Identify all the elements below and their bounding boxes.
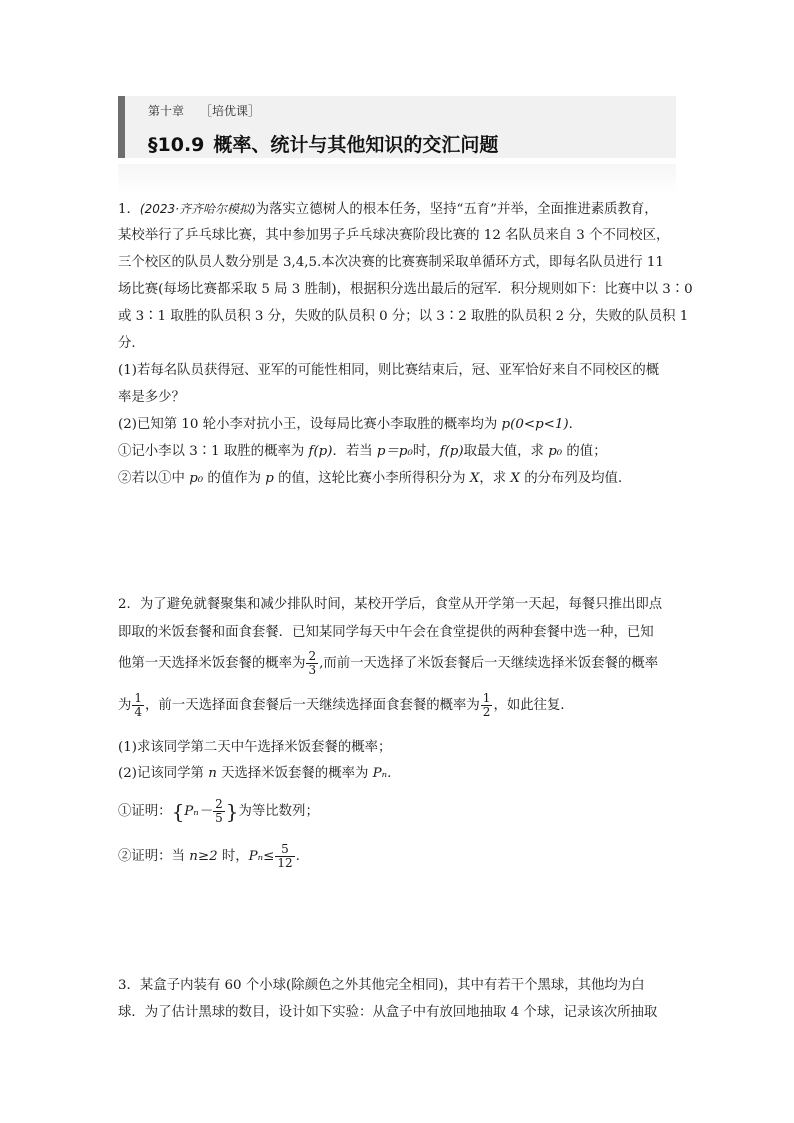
q1-part2 [118,415,680,435]
q1-sub1-text: 取最大值，求 [463,444,549,459]
q2-number: 2． [118,597,140,612]
math: p [265,471,274,486]
fraction-numerator: 1 [134,691,143,705]
q2-part2-text: 天选择米饭套餐的概率为 [216,766,373,781]
q1-line: 或 3∶1 取胜的队员积 3 分，失败的队员积 0 分；以 3∶2 取胜的队员积 2 分，失败的队员积 1 [118,309,689,324]
q1-line: 三个校区的队员人数分别是 3,4,5.本次决赛的比赛赛制采取单循环方式，即每名队员进行 11 [118,255,664,270]
q1-sub2-text: 的分布列及均值． [519,471,632,486]
q1-text: 为落实立德树人的根本任务，坚持“五育”并举，全面推进素质教育， [255,202,658,217]
q1-sub2-text: ②若以①中 [118,471,190,486]
q1-line: 分． [118,336,145,351]
math: f(p) [308,444,333,459]
q1-sub1-text: ①记小李以 3∶1 取胜的概率为 [118,444,309,459]
q1-sub2-text: 的值作为 [203,471,266,486]
chapter-label [148,102,260,119]
brace-left: { [171,799,185,824]
q1-part2-text: (2)已知第 10 轮小李对抗小王，设每局比赛小李取胜的概率均为 [118,417,502,432]
q3-line [118,976,680,996]
q1-part2-end: ． [568,417,583,432]
fraction-denominator: 5 [215,811,223,825]
q2-part2-text: . [387,766,392,781]
math: n≥2 [189,849,218,864]
q3-line: 球．为了估计黑球的数目，设计如下实验：从盒子中有放回地抽取 4 个球，记录该次所抽取 [118,1005,658,1020]
q2-text: ,而前一天选择了米饭套餐后一天继续选择米饭套餐的概率 [319,656,659,671]
section-number: §10.9 [148,134,205,156]
fraction-denominator: 4 [134,705,143,719]
q1-source: (2023·齐齐哈尔模拟) [139,202,256,216]
math: n [208,766,217,781]
q1-sub1-text: 的值； [562,444,607,459]
q3-text: 某盒子内装有 60 个小球(除颜色之外其他完全相同)，其中有若干个黑球，其他均为白 [139,978,645,993]
page-title [148,130,498,157]
q2-text: 为了避免就餐聚集和减少排队时间，某校开学后，食堂从开学第一天起，每餐只推出即点 [139,597,663,612]
q1-sub1-text: 时， [412,444,440,459]
q2-sub2-text: ②证明：当 [118,849,190,864]
fraction [481,692,493,719]
q2-line: 即取的米饭套餐和面食套餐．已知某同学每天中午会在食堂提供的两种套餐中选一种，已知 [118,625,654,640]
q2-sub1 [118,798,680,825]
fraction [306,650,318,677]
math: X [510,471,520,486]
q2-line [118,692,680,719]
chapter-number: 第十章 [148,104,185,118]
q2-sub1-text: ①证明： [118,804,172,819]
q2-sub2-text: 时， [217,849,249,864]
brace-right: } [225,799,239,824]
q1-line: 某校举行了乒乓球比赛，其中参加男子乒乓球决赛阶段比赛的 12 名队员来自 3 个不同校区， [118,228,670,243]
fraction-denominator: 12 [277,856,293,870]
fraction [213,798,225,825]
q2-part2-text: (2)记该同学第 [118,766,209,781]
fraction-denominator: 2 [482,705,491,719]
math: Pₙ≤ [248,849,275,864]
q3-number: 3． [118,978,140,993]
fraction-numerator: 2 [215,797,223,811]
q1-line: 场比赛(每场比赛都采取 5 局 3 胜制)，根据积分选出最后的冠军．积分规则如下：比赛中以 3∶0 [118,282,693,297]
q1-part1: (1)若每名队员获得冠、亚军的可能性相同，则比赛结束后，冠、亚军恰好来自不同校区的概 [118,363,660,378]
section-title: 概率、统计与其他知识的交汇问题 [213,134,499,156]
fraction-denominator: 3 [308,663,317,677]
fraction [132,692,144,719]
fraction-numerator: 2 [308,649,317,663]
q1-sub1 [118,442,680,462]
q1-sub2-text: 的值，这轮比赛小李所得积分为 [273,471,470,486]
header-accent-bar [118,96,125,158]
q1-line [118,199,680,220]
q2-sub2-text: . [295,849,300,864]
math: p₀ [189,471,204,486]
math: f(p) [439,444,464,459]
q2-line [118,650,680,677]
q1-number: 1． [118,202,140,217]
q2-text: 为 [118,698,132,713]
q2-sub2 [118,843,680,870]
fraction-numerator: 1 [482,691,491,705]
chapter-type: ［培优课］ [200,104,261,118]
q2-sub1-text: 为等比数列； [238,804,319,819]
header-shadow [118,164,676,194]
q1-sub2 [118,469,680,489]
fraction [275,843,294,870]
q2-text: 他第一天选择米饭套餐的概率为 [118,656,306,671]
math: p₀ [548,444,563,459]
q2-line [118,595,680,615]
math: Pₙ [372,766,388,781]
q1-part1: 率是多少？ [118,390,185,405]
q2-text: ，前一天选择面食套餐后一天继续选择面食套餐的概率为 [145,698,480,713]
q2-part1: (1)求该同学第二天中午选择米饭套餐的概率； [118,740,392,755]
q1-part2-math: p(0<p<1) [501,417,569,432]
q1-sub1-text: ．若当 [332,444,377,459]
fraction-numerator: 5 [275,843,294,857]
q1-sub2-text: ，求 [479,471,511,486]
math: p＝p₀ [376,444,413,459]
q2-text: ，如此往复． [493,698,574,713]
math: X [469,471,480,486]
math: Pₙ－ [184,804,213,819]
q2-part2 [118,764,680,784]
